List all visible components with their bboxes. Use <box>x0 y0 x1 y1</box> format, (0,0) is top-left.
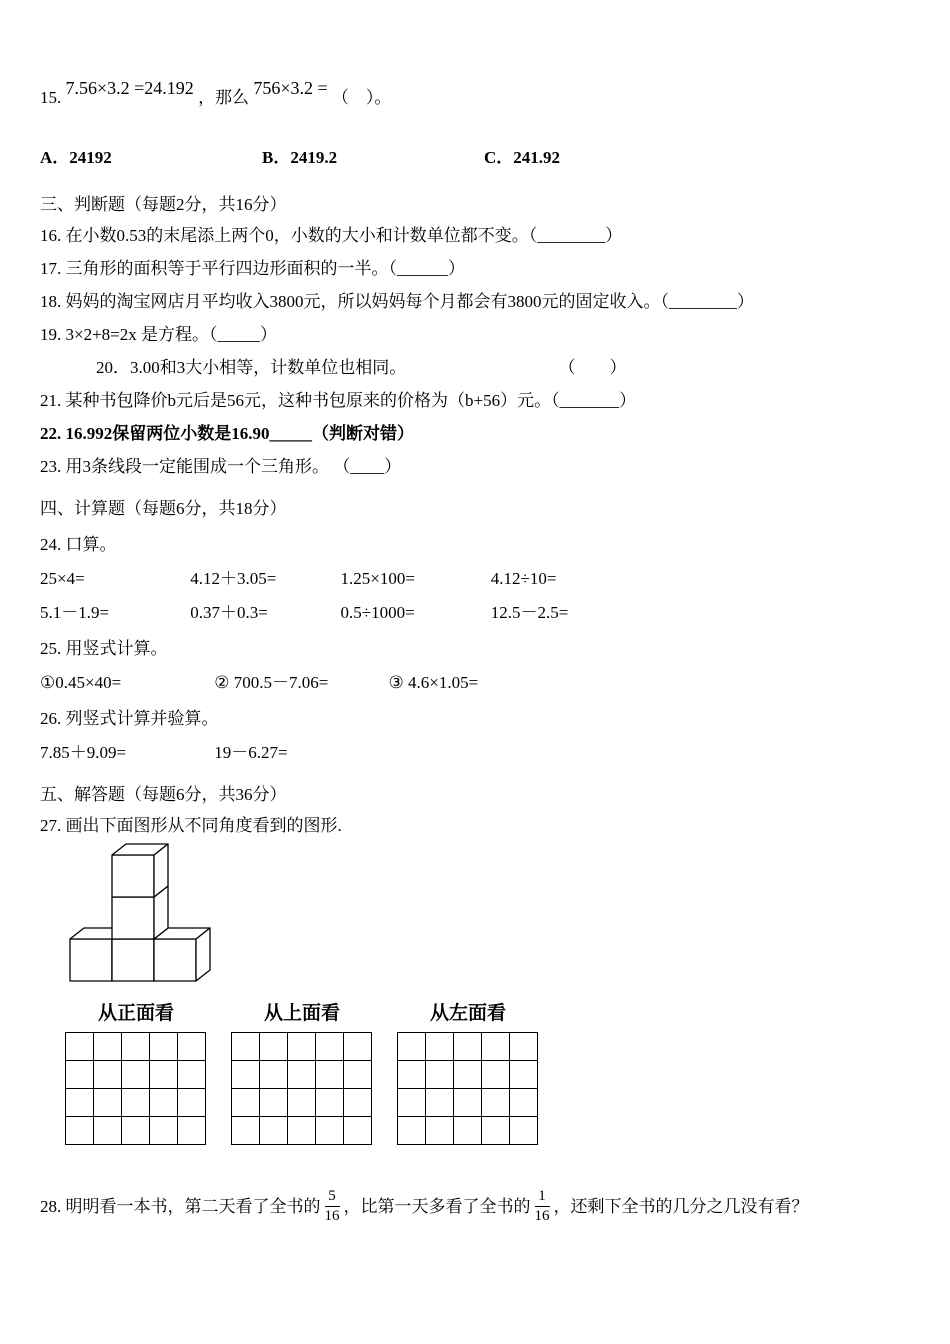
view-front <box>65 998 207 1145</box>
grid-cell <box>510 1033 538 1061</box>
grid-cell <box>482 1117 510 1145</box>
grid-cell <box>316 1089 344 1117</box>
grid-cell <box>398 1061 426 1089</box>
grid-cell <box>232 1033 260 1061</box>
grid-cell <box>122 1061 150 1089</box>
judgment-item-17: 17. 三角形的面积等于平行四边形面积的一半。（______） <box>40 259 465 278</box>
grid-cell <box>66 1117 94 1145</box>
grid-cell <box>316 1117 344 1145</box>
grid-cell <box>260 1061 288 1089</box>
grid-cell <box>288 1117 316 1145</box>
cube-figure-drawing <box>60 843 212 985</box>
grid-cell <box>232 1061 260 1089</box>
view-top-label: 从上面看 <box>263 1003 340 1024</box>
grid-cell <box>150 1033 178 1061</box>
grid-cell <box>510 1089 538 1117</box>
section-3-title: 三、判断题（每题2分，共16分） <box>40 195 287 214</box>
question-28-part1: 明明看一本书，第二天看了全书的 <box>65 1197 321 1216</box>
oral-expression: 1.25×100= <box>340 569 415 588</box>
grid-cell <box>344 1061 372 1089</box>
view-top <box>231 998 373 1145</box>
option-c: C．241.92 <box>484 148 561 167</box>
judgment-item-21: 21. 某种书包降价b元后是56元，这种书包原来的价格为（b+56）元。（_______） <box>40 391 637 410</box>
question-26-label: 26. 列竖式计算并验算。 <box>40 709 219 728</box>
oral-expression: 4.12÷10= <box>490 569 557 588</box>
section-5-title: 五、解答题（每题6分，共36分） <box>40 785 287 804</box>
fraction-5-16 <box>325 1188 340 1224</box>
vertical-expression-3: ③ 4.6×1.05= <box>388 673 479 692</box>
check-calc-row <box>40 742 910 764</box>
fraction-numerator: 1 <box>535 1188 550 1207</box>
grid-cell <box>510 1061 538 1089</box>
fraction-denominator: 16 <box>534 1207 550 1224</box>
grid-cell <box>66 1033 94 1061</box>
question-15 <box>40 78 910 109</box>
view-left-label: 从左面看 <box>429 1003 506 1024</box>
grid-cell <box>288 1033 316 1061</box>
grid-cell <box>344 1033 372 1061</box>
oral-expression: 25×4= <box>40 569 85 588</box>
views-row <box>65 998 910 1145</box>
question-25-label: 25. 用竖式计算。 <box>40 639 168 658</box>
fraction-numerator: 5 <box>325 1188 340 1207</box>
option-b: B．2419.2 <box>262 148 338 167</box>
grid-cell <box>288 1061 316 1089</box>
grid-cell <box>66 1061 94 1089</box>
grid-cell <box>426 1033 454 1061</box>
grid-cell <box>398 1117 426 1145</box>
question-28 <box>40 1187 910 1227</box>
grid-cell <box>344 1117 372 1145</box>
judgment-item-19: 19. 3×2+8=2x 是方程。（_____） <box>40 325 278 344</box>
oral-calc-row-2 <box>40 602 910 624</box>
grid-cell <box>94 1033 122 1061</box>
option-a: A．24192 <box>40 148 112 167</box>
question-15-ask-expression: 756×3.2 = <box>253 78 328 98</box>
question-28-part2: ，比第一天多看了全书的 <box>343 1197 531 1216</box>
grid-cell <box>150 1117 178 1145</box>
grid-cell <box>426 1061 454 1089</box>
grid-cell <box>178 1033 206 1061</box>
grid-cell <box>510 1117 538 1145</box>
question-15-number: 15. <box>40 88 62 107</box>
answer-grid-front <box>65 1032 206 1145</box>
grid-cell <box>178 1117 206 1145</box>
question-15-connector: ，那么 <box>198 88 250 107</box>
answer-grid-left <box>397 1032 538 1145</box>
view-front-label: 从正面看 <box>97 1003 174 1024</box>
view-left <box>397 998 539 1145</box>
grid-cell <box>482 1061 510 1089</box>
fraction-1-16 <box>535 1188 550 1224</box>
grid-cell <box>454 1033 482 1061</box>
question-27-label: 27. 画出下面图形从不同角度看到的图形. <box>40 816 342 835</box>
grid-cell <box>454 1061 482 1089</box>
grid-cell <box>482 1089 510 1117</box>
oral-expression: 0.5÷1000= <box>340 603 415 622</box>
grid-cell <box>94 1061 122 1089</box>
check-expression-1: 7.85＋9.09= <box>40 743 127 762</box>
grid-cell <box>150 1061 178 1089</box>
vertical-calc-row <box>40 672 910 694</box>
grid-cell <box>426 1117 454 1145</box>
grid-cell <box>66 1089 94 1117</box>
question-28-part3: ，还剩下全书的几分之几没有看？ <box>553 1197 809 1216</box>
oral-calc-row-1 <box>40 568 910 590</box>
section-4-title: 四、计算题（每题6分，共18分） <box>40 499 287 518</box>
cube-figure <box>60 843 910 990</box>
grid-cell <box>482 1033 510 1061</box>
grid-cell <box>316 1033 344 1061</box>
grid-cell <box>150 1089 178 1117</box>
grid-cell <box>398 1089 426 1117</box>
grid-cell <box>178 1061 206 1089</box>
grid-cell <box>232 1089 260 1117</box>
grid-cell <box>232 1117 260 1145</box>
judgment-item-20-blank: （ ） <box>558 358 627 377</box>
grid-cell <box>122 1033 150 1061</box>
grid-cell <box>260 1089 288 1117</box>
grid-cell <box>122 1089 150 1117</box>
question-15-given-expression: 7.56×3.2 =24.192 <box>65 78 194 98</box>
judgment-item-16: 16. 在小数0.53的末尾添上两个0，小数的大小和计数单位都不变。（________） <box>40 226 623 245</box>
oral-expression: 12.5－2.5= <box>490 603 569 622</box>
grid-cell <box>288 1089 316 1117</box>
question-24-label: 24. 口算。 <box>40 535 117 554</box>
oral-expression: 0.37＋0.3= <box>190 603 268 622</box>
question-15-options <box>40 143 910 168</box>
judgment-item-20 <box>40 357 910 379</box>
grid-cell <box>94 1117 122 1145</box>
grid-cell <box>344 1089 372 1117</box>
judgment-item-20-text: 20．3.00和3大小相等，计数单位也相同。 <box>96 358 407 377</box>
vertical-expression-1: ①0.45×40= <box>40 673 122 692</box>
grid-cell <box>398 1033 426 1061</box>
grid-cell <box>178 1089 206 1117</box>
grid-cell <box>94 1089 122 1117</box>
grid-cell <box>260 1117 288 1145</box>
answer-grid-top <box>231 1032 372 1145</box>
oral-expression: 5.1－1.9= <box>40 603 110 622</box>
judgment-item-23: 23. 用3条线段一定能围成一个三角形。 （____） <box>40 457 402 476</box>
grid-cell <box>426 1089 454 1117</box>
question-15-blank: （ ）。 <box>331 88 392 107</box>
judgment-item-22: 22. 16.992保留两位小数是16.90_____（判断对错） <box>40 424 414 443</box>
grid-cell <box>454 1117 482 1145</box>
grid-cell <box>260 1033 288 1061</box>
grid-cell <box>316 1061 344 1089</box>
fraction-denominator: 16 <box>324 1207 340 1224</box>
grid-cell <box>122 1117 150 1145</box>
vertical-expression-2: ② 700.5－7.06= <box>214 673 329 692</box>
check-expression-2: 19－6.27= <box>214 743 288 762</box>
question-28-number: 28. <box>40 1197 62 1216</box>
grid-cell <box>454 1089 482 1117</box>
judgment-item-18: 18. 妈妈的淘宝网店月平均收入3800元，所以妈妈每个月都会有3800元的固定收入。（________） <box>40 292 754 311</box>
oral-expression: 4.12＋3.05= <box>190 569 277 588</box>
